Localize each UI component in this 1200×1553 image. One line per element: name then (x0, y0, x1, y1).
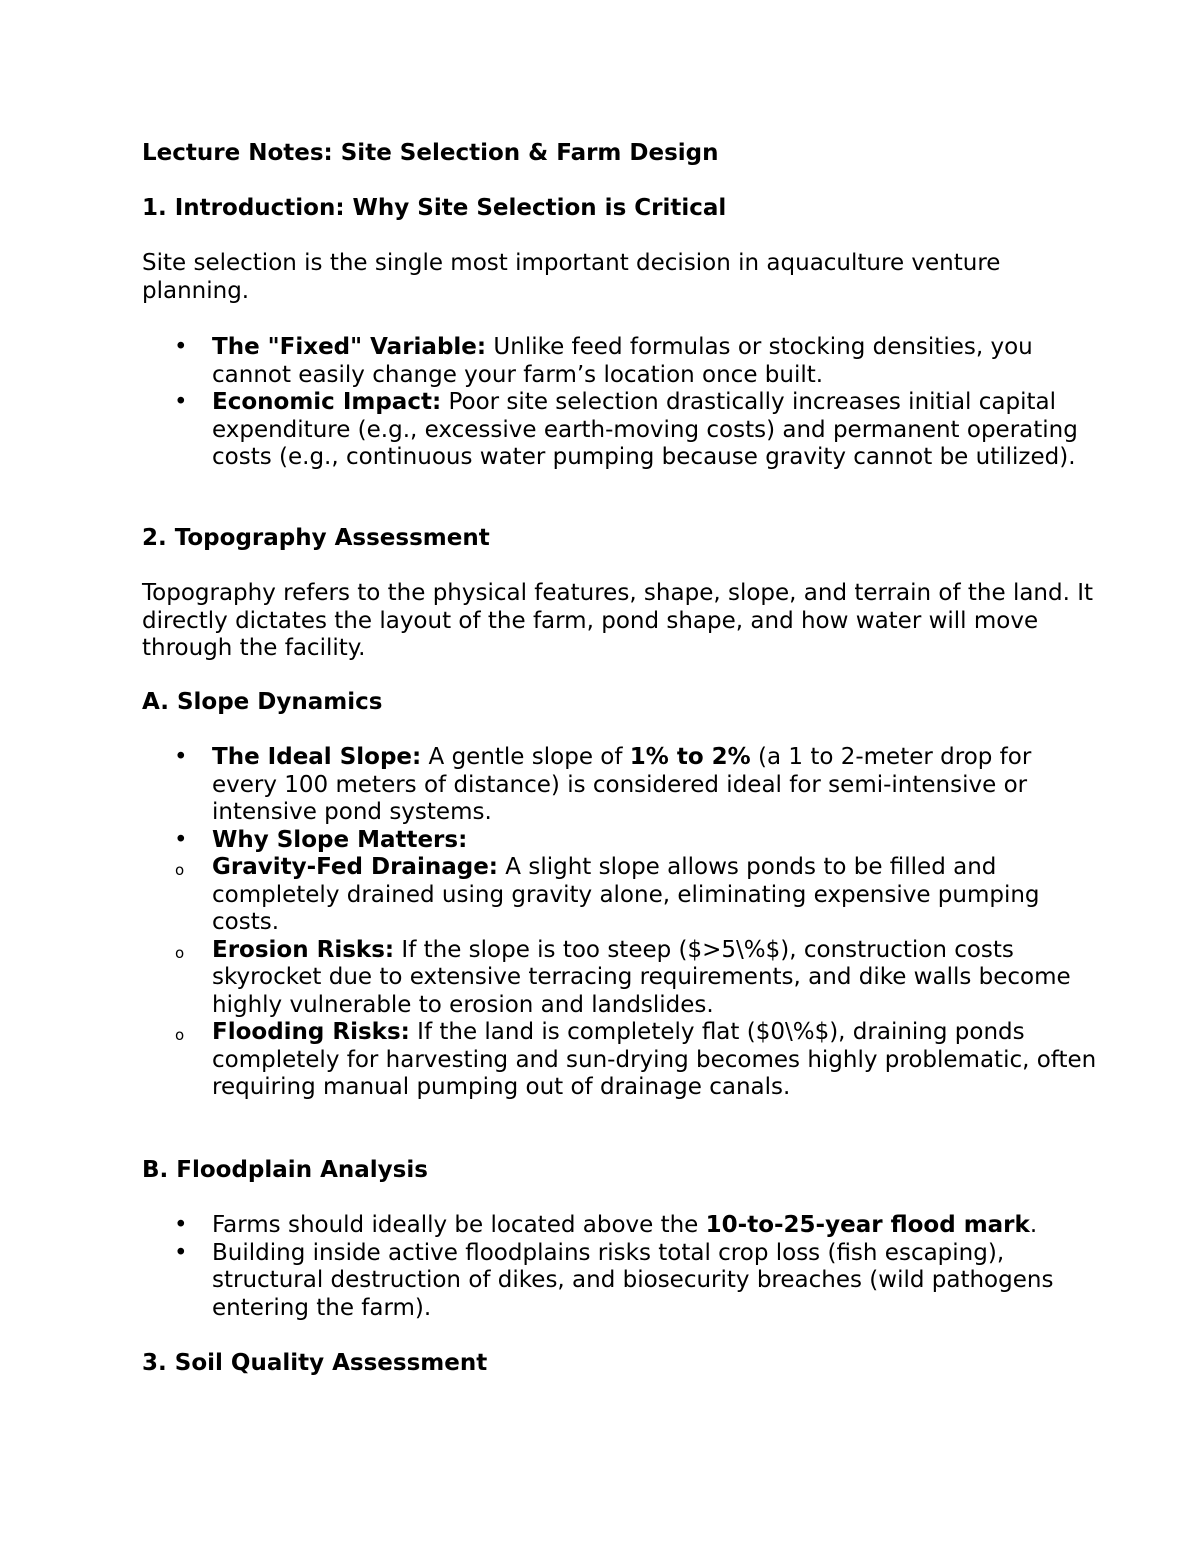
slope-sub-bullets (142, 854, 1102, 1102)
section-1-heading: 1. Introduction: Why Site Selection is Critical (142, 195, 727, 221)
sub-bullet-label: Flooding Risks: (212, 1019, 410, 1045)
bullet-icon: • (174, 744, 188, 770)
bullet-text: (a 1 to 2-meter drop for every 100 meters of distance) is considered ideal for semi-intensive or intensive pond systems. (212, 744, 1032, 825)
sub-bullet-text: If the slope is too steep ($>5\%$), construction costs skyrocket due to extensive terracing requirements, and dike walls become highly vulnerable to erosion and landslides. (212, 936, 1071, 1018)
list-item (142, 827, 1102, 1102)
bullet-text: Poor site selection drastically increases initial capital expenditure (e.g., excessive earth-moving costs) and permanent operating costs (e.g., continuous water pumping because gravity cannot be utilized). (212, 389, 1078, 470)
section-1-bullets (142, 334, 1102, 472)
list-item (142, 389, 1102, 472)
sub-bullet-icon: o (175, 861, 185, 879)
sub-list-item (142, 1019, 1102, 1102)
page-title: Lecture Notes: Site Selection & Farm Design (142, 140, 719, 166)
bullet-text: . (1029, 1212, 1038, 1238)
section-2-intro: Topography refers to the physical features, shape, slope, and terrain of the land. It directly dictates the layout of the farm, pond shape, and how water will move through the facility. (142, 580, 1094, 661)
bullet-text: A gentle slope of (421, 744, 630, 770)
list-item (142, 1240, 1102, 1323)
bullet-icon: • (174, 334, 188, 360)
sub-bullet-icon: o (175, 1026, 185, 1044)
bullet-label: Why Slope Matters: (212, 826, 468, 853)
section-1-intro: Site selection is the single most important decision in aquaculture venture planning. (142, 250, 1001, 304)
flood-mark: 10-to-25-year flood mark (705, 1212, 1030, 1238)
bullet-label: Economic Impact: (212, 389, 442, 415)
subsection-b-heading: B. Floodplain Analysis (142, 1157, 428, 1183)
sub-bullet-text: If the land is completely flat ($0\%$), draining ponds completely for harvesting and sun-drying becomes highly problematic, often requiring manual pumping out of drainage canals. (212, 1019, 1097, 1100)
bullet-icon: • (174, 826, 188, 853)
bullet-text: Unlike feed formulas or stocking densities, you cannot easily change your farm’s location once built. (212, 334, 1033, 388)
slope-range: 1% to 2% (629, 744, 751, 770)
sub-list-item (142, 854, 1102, 937)
sub-bullet-label: Gravity-Fed Drainage: (212, 854, 498, 880)
bullet-text: Farms should ideally be located above the (212, 1212, 706, 1238)
bullet-label: The Ideal Slope: (212, 744, 422, 770)
bullet-icon: • (174, 389, 188, 415)
bullet-label: The "Fixed" Variable: (212, 334, 487, 360)
floodplain-bullets (142, 1212, 1102, 1322)
list-item (142, 334, 1102, 389)
section-3-heading: 3. Soil Quality Assessment (142, 1350, 488, 1376)
sub-bullet-text: A slight slope allows ponds to be filled and completely drained using gravity alone, eliminating expensive pumping costs. (212, 854, 1040, 935)
sub-list-item (142, 937, 1102, 1020)
list-item (142, 744, 1102, 827)
bullet-text: Building inside active floodplains risks total crop loss (fish escaping), structural destruction of dikes, and biosecurity breaches (wild pathogens entering the farm). (212, 1239, 1054, 1321)
slope-bullets (142, 744, 1102, 1102)
sub-bullet-label: Erosion Risks: (212, 936, 395, 963)
sub-bullet-icon: o (175, 943, 185, 962)
list-item (142, 1212, 1102, 1240)
bullet-icon: • (174, 1212, 188, 1238)
bullet-icon: • (174, 1239, 188, 1266)
subsection-a-heading: A. Slope Dynamics (142, 689, 383, 715)
section-2-heading: 2. Topography Assessment (142, 525, 490, 551)
